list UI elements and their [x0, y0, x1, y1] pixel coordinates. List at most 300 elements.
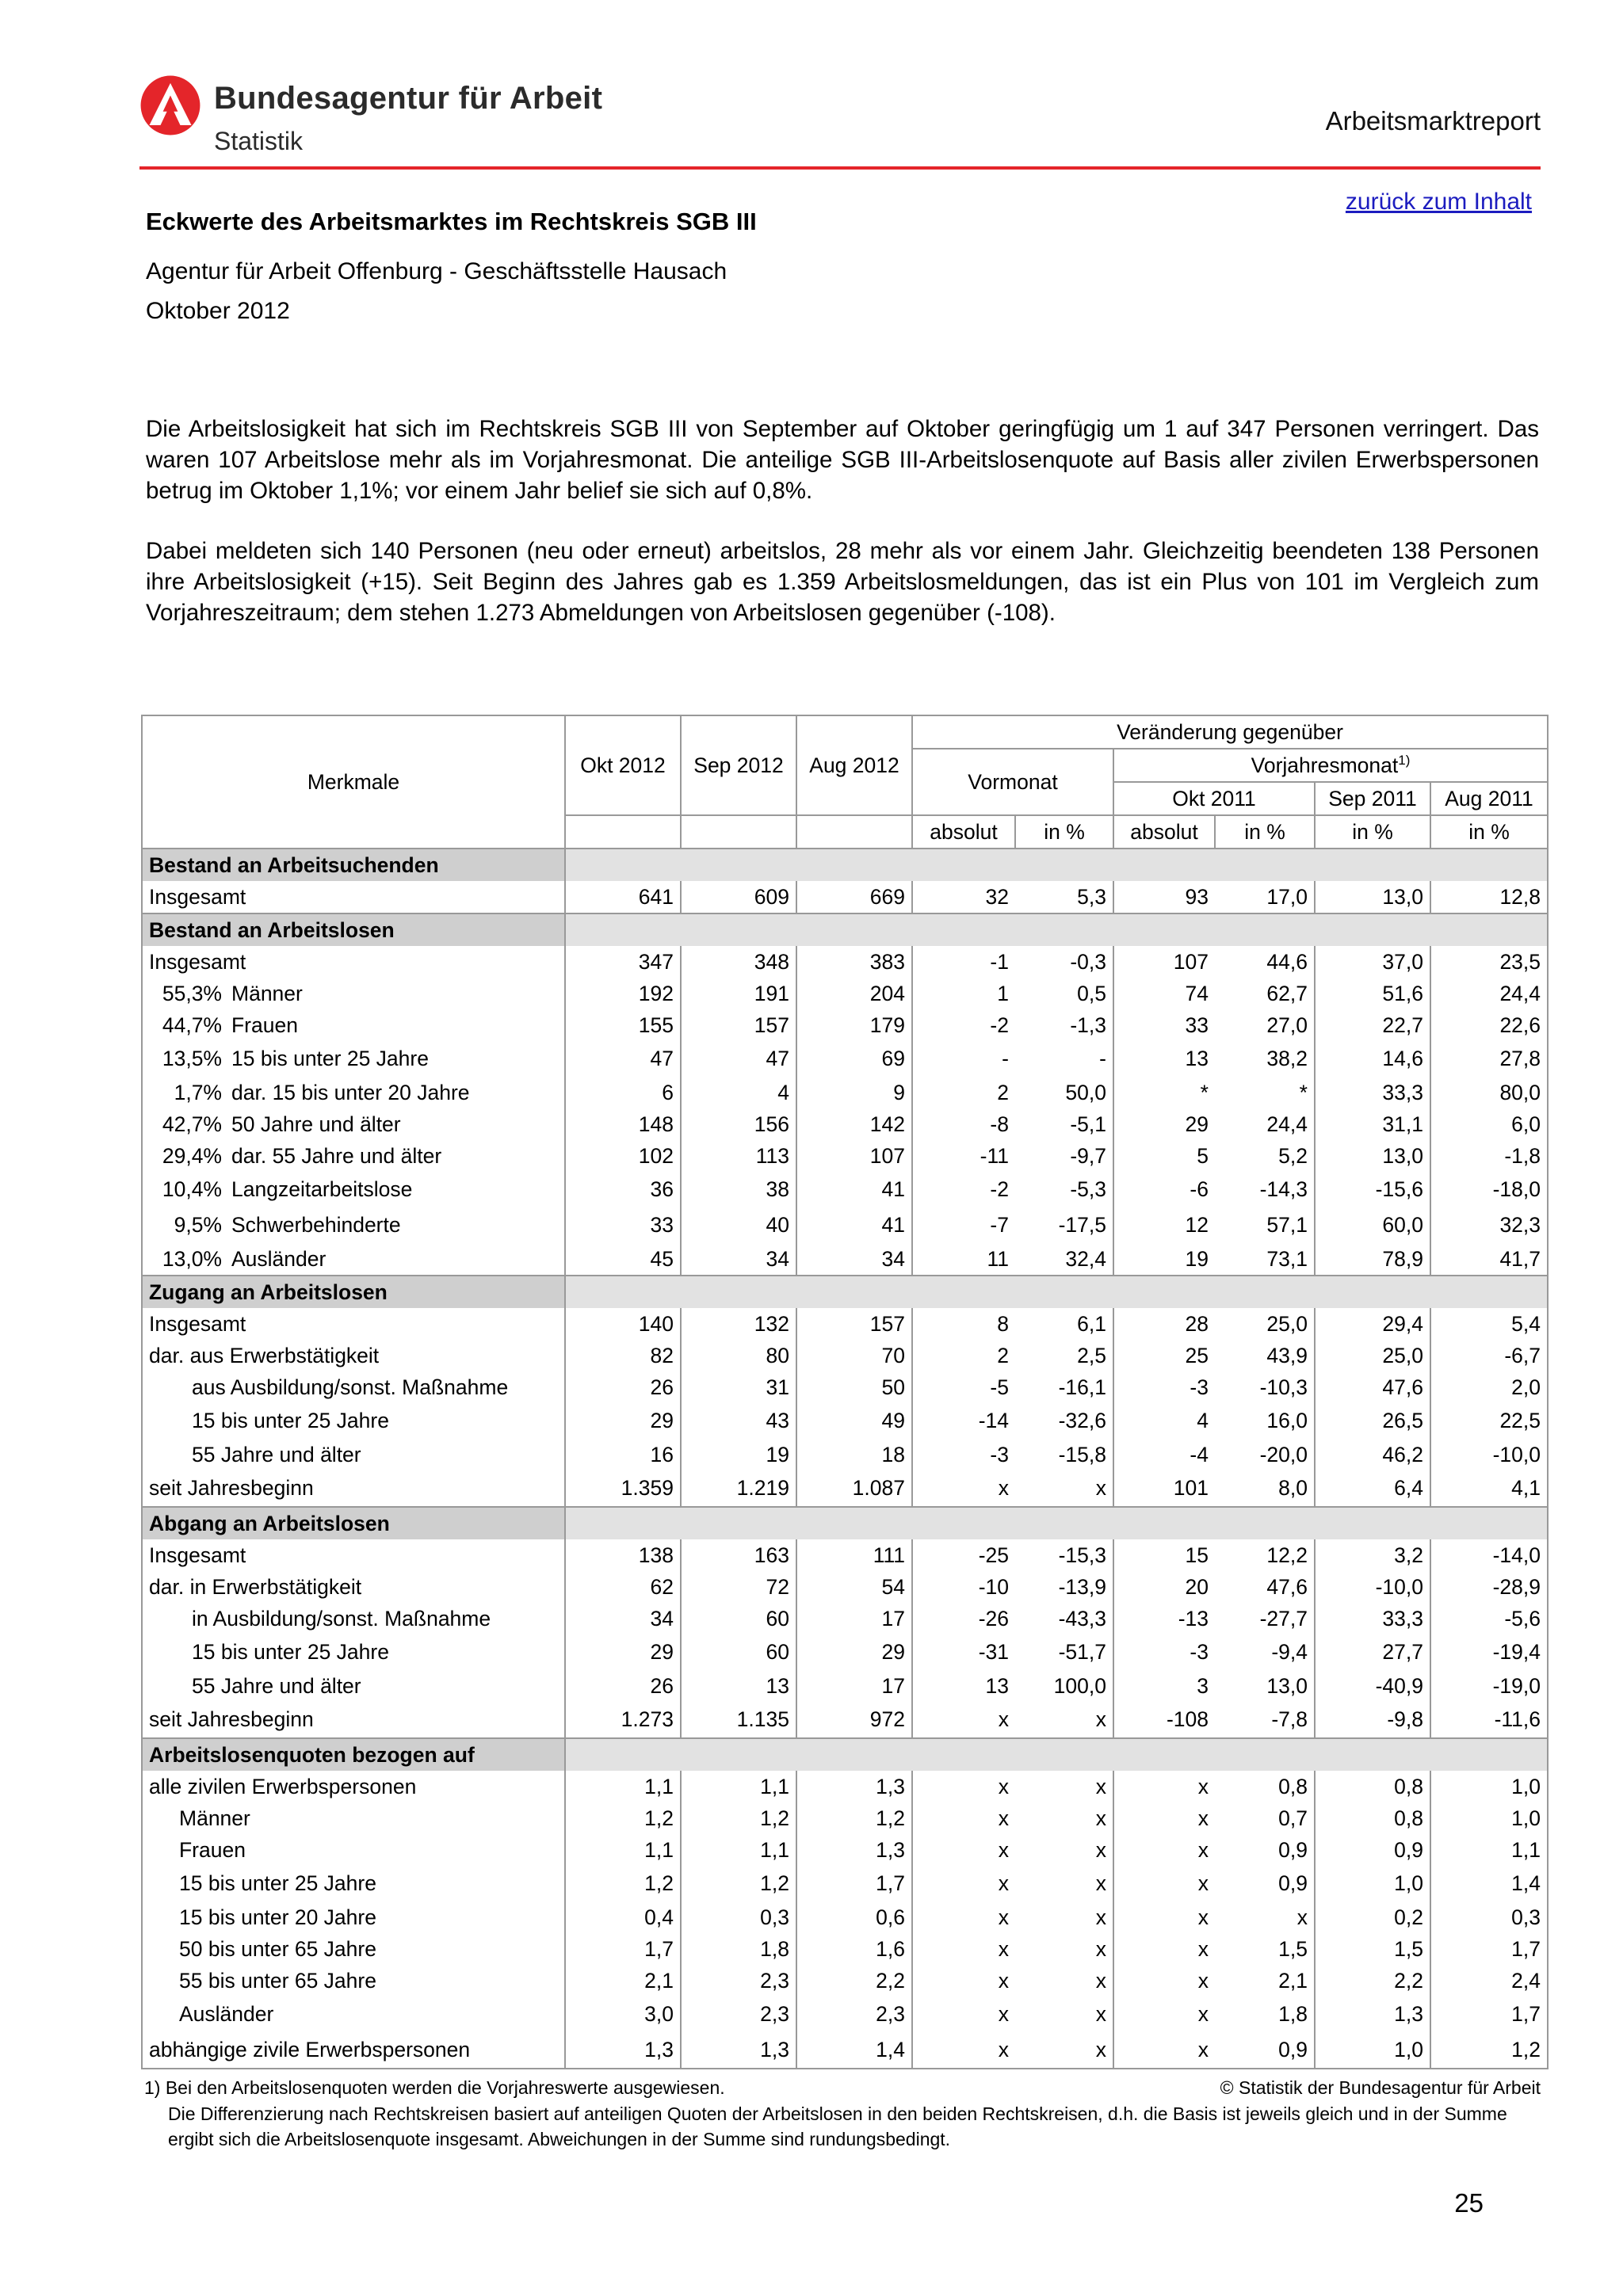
- value-cell: 1,0: [1430, 1802, 1548, 1834]
- value-cell: 33: [1113, 1009, 1215, 1041]
- value-cell: 1,0: [1315, 2032, 1430, 2069]
- row-label: Männer: [179, 1806, 250, 1830]
- value-cell: -3: [1113, 1371, 1215, 1403]
- value-cell: 6,0: [1430, 1108, 1548, 1140]
- row-label-cell: [142, 1634, 565, 1670]
- value-cell: 0,8: [1315, 1802, 1430, 1834]
- section-fill: [565, 849, 1548, 881]
- value-cell: 33: [565, 1207, 681, 1243]
- row-label-cell: [142, 1933, 565, 1965]
- value-cell: x: [912, 1997, 1015, 2032]
- value-cell: -40,9: [1315, 1670, 1430, 1702]
- value-cell: 73,1: [1266, 1246, 1308, 1271]
- section-fill: [565, 1738, 1548, 1771]
- value-cell: 2,3: [796, 1997, 912, 2032]
- value-cell: 46,2: [1315, 1439, 1430, 1470]
- value-cell: -5,6: [1430, 1603, 1548, 1634]
- value-cell: 29: [1113, 1108, 1215, 1140]
- value-cell: 0,8: [1315, 1771, 1430, 1802]
- table-row: [142, 1207, 1548, 1243]
- value-cell: 13,0: [1315, 881, 1430, 913]
- value-cell: x: [912, 1965, 1015, 1997]
- header-aug-2012: Aug 2012: [796, 715, 912, 815]
- value-cell: 25,0: [1266, 1311, 1308, 1336]
- copyright-note: © Statistik der Bundesagentur für Arbeit: [1220, 2077, 1541, 2098]
- table-row: [142, 1571, 1548, 1603]
- row-label: alle zivilen Erwerbspersonen: [149, 1774, 417, 1798]
- footnote-2: Die Differenzierung nach Rechtskreisen basiert auf anteiligen Quoten der Arbeitslosen in den beiden Rechtskreisen, d.h. die Basis ist jeweils gleich und in der Summe ergibt sich die Arbeitslosenquote insgesamt. Abweichungen in der Summe sind rundungsbedingt.: [168, 2103, 1507, 2149]
- header-okt-2012: Okt 2012: [565, 715, 681, 815]
- header-okt-2011-absolut: absolut: [1113, 815, 1215, 849]
- table-row: [142, 1041, 1548, 1077]
- value-cell: 82: [565, 1340, 681, 1371]
- value-cell: 1.219: [681, 1470, 796, 1507]
- value-cell: x: [1015, 2032, 1113, 2069]
- value-cell: -2: [912, 1172, 1015, 1207]
- table-row: [142, 2032, 1548, 2069]
- value-cell: 0,2: [1315, 1901, 1430, 1933]
- row-label-cell: [142, 1702, 565, 1738]
- back-to-contents-link[interactable]: zurück zum Inhalt: [1345, 189, 1532, 215]
- value-cell: -13,9: [1058, 1574, 1106, 1599]
- value-cell: 148: [565, 1108, 681, 1140]
- value-cell: 1,2: [565, 1866, 681, 1901]
- header-vormonat-absolut: absolut: [912, 815, 1015, 849]
- value-cell: 179: [796, 1009, 912, 1041]
- section-label: Zugang an Arbeitslosen: [142, 1276, 565, 1308]
- value-cell: 1,3: [796, 1834, 912, 1866]
- section-label: Bestand an Arbeitslosen: [142, 913, 565, 946]
- value-cell: -5,3: [1070, 1177, 1106, 1201]
- value-cell: 1,7: [1430, 1933, 1548, 1965]
- row-label: dar. 55 Jahre und älter: [231, 1143, 442, 1168]
- header-sep-2011: Sep 2011: [1315, 782, 1430, 815]
- value-cell: 2,3: [681, 1997, 796, 2032]
- value-cell: 1,7: [565, 1933, 681, 1965]
- value-cell: 669: [796, 881, 912, 913]
- value-cell: 1,7: [796, 1866, 912, 1901]
- row-label-cell: [142, 1308, 565, 1340]
- value-cell: -18,0: [1430, 1172, 1548, 1207]
- value-cell: 22,6: [1430, 1009, 1548, 1041]
- share-percent: 1,7%: [174, 1080, 222, 1104]
- value-cell: -1: [912, 946, 1015, 978]
- value-cell: x: [912, 1933, 1015, 1965]
- table-row: [142, 1009, 1548, 1041]
- share-percent: 29,4%: [162, 1143, 222, 1168]
- section-fill: [565, 1276, 1548, 1308]
- value-cell: 12,8: [1430, 881, 1548, 913]
- value-cell: -8: [912, 1108, 1015, 1140]
- value-cell: 13,0: [1315, 1140, 1430, 1172]
- row-label-cell: [142, 1009, 565, 1041]
- value-cell: x: [1095, 1837, 1106, 1862]
- value-cell: 47: [565, 1041, 681, 1077]
- row-label-cell: [142, 1439, 565, 1470]
- value-cell: 100,0: [1053, 1673, 1106, 1698]
- value-cell: 17,0: [1266, 884, 1308, 909]
- row-label: dar. aus Erwerbstätigkeit: [149, 1343, 380, 1367]
- value-cell: 1,1: [565, 1771, 681, 1802]
- value-cell: x: [1095, 1707, 1106, 1731]
- header-divider: [139, 166, 1541, 170]
- value-cell: 1,7: [1430, 1997, 1548, 2032]
- value-cell: x: [1095, 1774, 1106, 1798]
- value-cell: -16,1: [1058, 1375, 1106, 1399]
- value-cell: 28: [1113, 1308, 1215, 1340]
- page-title: Eckwerte des Arbeitsmarktes im Rechtskreis SGB III: [146, 208, 757, 235]
- header-merkmale: Merkmale: [142, 715, 565, 849]
- value-cell: 0,9: [1278, 1871, 1308, 1895]
- row-label-cell: [142, 1470, 565, 1507]
- value-cell: 34: [681, 1243, 796, 1276]
- value-cell: 41,7: [1430, 1243, 1548, 1276]
- value-cell: -20,0: [1259, 1442, 1308, 1466]
- value-cell: 49: [796, 1403, 912, 1439]
- agency-name: Agentur für Arbeit Offenburg - Geschäftsstelle Hausach: [146, 258, 727, 284]
- value-cell: 74: [1113, 978, 1215, 1009]
- value-cell: 140: [565, 1308, 681, 1340]
- value-cell: 22,5: [1430, 1403, 1548, 1439]
- value-cell: 0,3: [1430, 1901, 1548, 1933]
- header-aug-2011-pct: in %: [1430, 815, 1548, 849]
- header-okt-2011: Okt 2011: [1113, 782, 1315, 815]
- value-cell: 0,8: [1278, 1774, 1308, 1798]
- value-cell: 60,0: [1315, 1207, 1430, 1243]
- value-cell: 80: [681, 1340, 796, 1371]
- value-cell: 78,9: [1315, 1243, 1430, 1276]
- value-cell: 107: [1113, 946, 1215, 978]
- value-cell: 2,1: [1278, 1968, 1308, 1993]
- value-cell: 15: [1113, 1539, 1215, 1571]
- value-cell: 0,3: [681, 1901, 796, 1933]
- value-cell: -10: [912, 1571, 1015, 1603]
- value-cell: 13,0: [1266, 1673, 1308, 1698]
- value-cell: 29: [796, 1634, 912, 1670]
- value-cell: 157: [681, 1009, 796, 1041]
- section-label: Abgang an Arbeitslosen: [142, 1507, 565, 1539]
- value-cell: x: [1113, 1933, 1215, 1965]
- value-cell: 0,4: [565, 1901, 681, 1933]
- value-cell: -14: [912, 1403, 1015, 1439]
- value-cell: 27,7: [1315, 1634, 1430, 1670]
- value-cell: 33,3: [1315, 1077, 1430, 1108]
- value-cell: *: [1299, 1080, 1308, 1104]
- row-label-cell: [142, 1670, 565, 1702]
- value-cell: -27,7: [1259, 1606, 1308, 1630]
- row-label: Insgesamt: [149, 884, 246, 909]
- table-row: [142, 1077, 1548, 1108]
- value-cell: 142: [796, 1108, 912, 1140]
- value-cell: 204: [796, 978, 912, 1009]
- value-cell: -5: [912, 1371, 1015, 1403]
- value-cell: 347: [565, 946, 681, 978]
- value-cell: 14,6: [1315, 1041, 1430, 1077]
- value-cell: 93: [1113, 881, 1215, 913]
- row-label-cell: [142, 1866, 565, 1901]
- row-label-cell: [142, 1172, 565, 1207]
- value-cell: -9,8: [1315, 1702, 1430, 1738]
- value-cell: 0,9: [1278, 1837, 1308, 1862]
- header-sep-2011-pct: in %: [1315, 815, 1430, 849]
- value-cell: 50,0: [1065, 1080, 1106, 1104]
- value-cell: 33,3: [1315, 1603, 1430, 1634]
- table-row: [142, 946, 1548, 978]
- table-row: [142, 1243, 1548, 1276]
- value-cell: x: [1113, 1901, 1215, 1933]
- value-cell: 1,2: [681, 1866, 796, 1901]
- value-cell: 44,6: [1266, 949, 1308, 974]
- table-row: [142, 1403, 1548, 1439]
- row-label-cell: [142, 1243, 565, 1276]
- row-label-cell: [142, 881, 565, 913]
- value-cell: x: [1296, 1905, 1308, 1929]
- value-cell: -15,3: [1058, 1543, 1106, 1567]
- share-percent: 10,4%: [162, 1177, 222, 1201]
- table-row: [142, 1470, 1548, 1507]
- value-cell: 1.273: [565, 1702, 681, 1738]
- row-label: aus Ausbildung/sonst. Maßnahme: [192, 1375, 509, 1399]
- value-cell: 6,1: [1077, 1311, 1106, 1336]
- value-cell: -6: [1113, 1172, 1215, 1207]
- value-cell: -15,8: [1058, 1442, 1106, 1466]
- value-cell: -14,3: [1259, 1177, 1308, 1201]
- row-label-cell: [142, 1802, 565, 1834]
- value-cell: 11: [912, 1243, 1015, 1276]
- value-cell: -31: [912, 1634, 1015, 1670]
- brand-name: Bundesagentur für Arbeit: [214, 81, 603, 116]
- value-cell: 13: [912, 1670, 1015, 1702]
- value-cell: 32,3: [1430, 1207, 1548, 1243]
- value-cell: 40: [681, 1207, 796, 1243]
- value-cell: 102: [565, 1140, 681, 1172]
- section-row: [142, 1507, 1548, 1539]
- header-vormonat-pct: in %: [1015, 815, 1113, 849]
- value-cell: 51,6: [1315, 978, 1430, 1009]
- value-cell: 70: [796, 1340, 912, 1371]
- value-cell: -4: [1113, 1439, 1215, 1470]
- value-cell: 1,2: [565, 1802, 681, 1834]
- table-row: [142, 978, 1548, 1009]
- table-header-row-1: [142, 715, 1548, 749]
- value-cell: 1,1: [681, 1771, 796, 1802]
- value-cell: 25,0: [1315, 1340, 1430, 1371]
- value-cell: 37,0: [1315, 946, 1430, 978]
- value-cell: -19,0: [1430, 1670, 1548, 1702]
- section-row: [142, 1738, 1548, 1771]
- table-row: [142, 1439, 1548, 1470]
- value-cell: 1,3: [565, 2032, 681, 2069]
- value-cell: -14,0: [1430, 1539, 1548, 1571]
- share-percent: 9,5%: [174, 1213, 222, 1237]
- value-cell: 38,2: [1266, 1047, 1308, 1070]
- section-row: [142, 849, 1548, 881]
- value-cell: -: [1099, 1047, 1106, 1070]
- value-cell: 6,4: [1315, 1470, 1430, 1507]
- value-cell: 2,1: [565, 1965, 681, 1997]
- value-cell: 72: [681, 1571, 796, 1603]
- value-cell: 1.087: [796, 1470, 912, 1507]
- row-label: 15 bis unter 25 Jahre: [231, 1047, 429, 1070]
- value-cell: 5,4: [1430, 1308, 1548, 1340]
- brand-subtitle: Statistik: [214, 127, 304, 155]
- value-cell: 43,9: [1266, 1343, 1308, 1367]
- row-label-cell: [142, 1997, 565, 2032]
- value-cell: 1,5: [1278, 1936, 1308, 1961]
- row-label-cell: [142, 1207, 565, 1243]
- value-cell: -15,6: [1315, 1172, 1430, 1207]
- row-label-cell: [142, 1403, 565, 1439]
- value-cell: 80,0: [1430, 1077, 1548, 1108]
- share-percent: 13,0%: [162, 1246, 222, 1271]
- value-cell: 36: [565, 1172, 681, 1207]
- value-cell: 1,4: [796, 2032, 912, 2069]
- page-number: 25: [1454, 2188, 1484, 2218]
- summary-paragraph-2: Dabei meldeten sich 140 Personen (neu oder erneut) arbeitslos, 28 mehr als vor einem Jahr. Gleichzeitig beendeten 138 Personen ihre Arbeitslosigkeit (+15). Seit Beginn des Jahres gab es 1.359 Arbeitslosmeldungen, das ist ein Plus von 101 im Vergleich zum Vorjahreszeitraum; dem stehen 1.273 Abmeldungen von Arbeitslosen gegenüber (-108).: [146, 538, 1539, 626]
- row-label: 15 bis unter 25 Jahre: [192, 1409, 389, 1432]
- report-title: Arbeitsmarktreport: [1325, 106, 1541, 135]
- row-label: Ausländer: [231, 1246, 327, 1271]
- value-cell: 2,5: [1077, 1343, 1106, 1367]
- value-cell: -26: [912, 1603, 1015, 1634]
- value-cell: 1,3: [796, 1771, 912, 1802]
- row-label-cell: [142, 1771, 565, 1802]
- value-cell: x: [912, 1866, 1015, 1901]
- value-cell: x: [912, 1771, 1015, 1802]
- value-cell: 3,0: [565, 1997, 681, 2032]
- value-cell: 2,4: [1430, 1965, 1548, 1997]
- value-cell: 34: [796, 1243, 912, 1276]
- value-cell: -13: [1113, 1603, 1215, 1634]
- share-percent: 55,3%: [162, 981, 222, 1005]
- share-percent: 13,5%: [162, 1047, 222, 1070]
- value-cell: 4: [681, 1077, 796, 1108]
- value-cell: 138: [565, 1539, 681, 1571]
- table-row: [142, 1603, 1548, 1634]
- value-cell: 26: [565, 1371, 681, 1403]
- value-cell: 43: [681, 1403, 796, 1439]
- header-okt-2011-pct: in %: [1215, 815, 1315, 849]
- value-cell: 972: [796, 1702, 912, 1738]
- value-cell: x: [912, 1470, 1015, 1507]
- table-row: [142, 1866, 1548, 1901]
- value-cell: 25: [1113, 1340, 1215, 1371]
- value-cell: 1,2: [796, 1802, 912, 1834]
- value-cell: 609: [681, 881, 796, 913]
- value-cell: 16,0: [1266, 1409, 1308, 1432]
- value-cell: -7,8: [1271, 1707, 1308, 1731]
- row-label: 55 bis unter 65 Jahre: [179, 1968, 376, 1993]
- value-cell: 38: [681, 1172, 796, 1207]
- share-percent: 44,7%: [162, 1013, 222, 1037]
- value-cell: -11,6: [1430, 1702, 1548, 1738]
- section-fill: [565, 913, 1548, 946]
- value-cell: 12,2: [1266, 1543, 1308, 1567]
- table-row: [142, 881, 1548, 913]
- row-label-cell: [142, 978, 565, 1009]
- value-cell: 192: [565, 978, 681, 1009]
- value-cell: 641: [565, 881, 681, 913]
- value-cell: x: [1113, 1771, 1215, 1802]
- table-row: [142, 1670, 1548, 1702]
- value-cell: 5,3: [1077, 884, 1106, 909]
- value-cell: 12: [1113, 1207, 1215, 1243]
- value-cell: 101: [1113, 1470, 1215, 1507]
- row-label: Schwerbehinderte: [231, 1213, 401, 1237]
- table-row: [142, 1108, 1548, 1140]
- value-cell: 1,3: [1315, 1997, 1430, 2032]
- value-cell: 19: [681, 1439, 796, 1470]
- value-cell: 29: [565, 1403, 681, 1439]
- value-cell: -6,7: [1430, 1340, 1548, 1371]
- value-cell: 0,9: [1315, 1834, 1430, 1866]
- value-cell: 1,0: [1315, 1866, 1430, 1901]
- row-label-cell: [142, 1571, 565, 1603]
- value-cell: x: [1095, 2002, 1106, 2026]
- row-label: 15 bis unter 25 Jahre: [192, 1640, 389, 1664]
- row-label: 50 Jahre und älter: [231, 1112, 401, 1136]
- value-cell: 1,2: [681, 1802, 796, 1834]
- value-cell: 47: [681, 1041, 796, 1077]
- value-cell: 34: [565, 1603, 681, 1634]
- value-cell: 1,2: [1430, 2032, 1548, 2069]
- value-cell: 1,8: [681, 1933, 796, 1965]
- value-cell: 13: [1113, 1041, 1215, 1077]
- row-label: dar. in Erwerbstätigkeit: [149, 1574, 362, 1599]
- summary-paragraph-1: Die Arbeitslosigkeit hat sich im Rechtskreis SGB III von September auf Oktober geringfügig um 1 auf 347 Personen verringert. Das waren 107 Arbeitslose mehr als im Vorjahresmonat. Die anteilige SGB III-Arbeitslosenquote auf Basis aller zivilen Erwerbspersonen betrug im Oktober 1,1%; vor einem Jahr belief sie sich auf 0,8%.: [146, 416, 1539, 504]
- value-cell: -10,3: [1259, 1375, 1308, 1399]
- value-cell: x: [1095, 1905, 1106, 1929]
- value-cell: -19,4: [1430, 1634, 1548, 1670]
- row-label-cell: [142, 946, 565, 978]
- row-label: Frauen: [231, 1013, 298, 1037]
- value-cell: x: [1095, 1936, 1106, 1961]
- value-cell: x: [1113, 2032, 1215, 2069]
- header-okt-2012-unit: [565, 815, 681, 849]
- value-cell: 0,7: [1278, 1806, 1308, 1830]
- row-label: Insgesamt: [149, 949, 246, 974]
- footnote-marker: 1): [1398, 753, 1411, 769]
- value-cell: 348: [681, 946, 796, 978]
- table-row: [142, 1965, 1548, 1997]
- table-row: [142, 1539, 1548, 1571]
- value-cell: 155: [565, 1009, 681, 1041]
- value-cell: -108: [1113, 1702, 1215, 1738]
- table-row: [142, 1634, 1548, 1670]
- value-cell: x: [1113, 1965, 1215, 1997]
- value-cell: 156: [681, 1108, 796, 1140]
- header-vorjahresmonat: [1113, 749, 1548, 782]
- row-label: Insgesamt: [149, 1543, 246, 1567]
- row-label-cell: [142, 1834, 565, 1866]
- value-cell: x: [912, 1834, 1015, 1866]
- row-label: Insgesamt: [149, 1311, 246, 1336]
- row-label: seit Jahresbeginn: [149, 1707, 314, 1731]
- row-label: Frauen: [179, 1837, 246, 1862]
- value-cell: 20: [1113, 1571, 1215, 1603]
- row-label-cell: [142, 1539, 565, 1571]
- value-cell: 29: [565, 1634, 681, 1670]
- value-cell: x: [1095, 1476, 1106, 1500]
- row-label: dar. 15 bis unter 20 Jahre: [231, 1080, 470, 1104]
- footnote-1: 1) Bei den Arbeitslosenquoten werden die Vorjahreswerte ausgewiesen.: [144, 2077, 725, 2098]
- value-cell: x: [1113, 1997, 1215, 2032]
- value-cell: 45: [565, 1243, 681, 1276]
- row-label-cell: [142, 1108, 565, 1140]
- row-label: 50 bis unter 65 Jahre: [179, 1936, 376, 1961]
- row-label: Männer: [231, 981, 303, 1005]
- value-cell: -3: [1113, 1634, 1215, 1670]
